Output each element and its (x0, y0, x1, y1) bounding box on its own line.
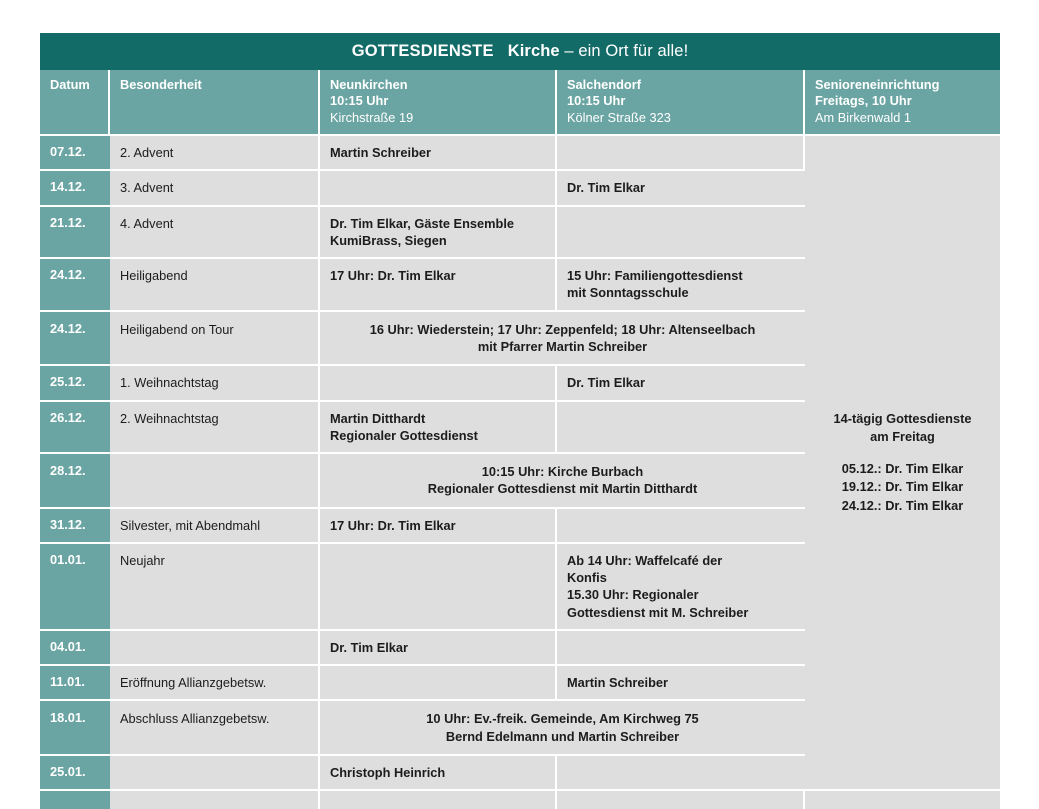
row-salchendorf (557, 400, 805, 453)
row-neunkirchen-line: Dr. Tim Elkar, Gäste Ensemble (330, 215, 514, 231)
row-salchendorf (557, 754, 805, 789)
table-bottom-spacer (40, 789, 1000, 809)
row-besonderheit: 3. Advent (110, 169, 320, 204)
row-besonderheit: 1. Weihnachtstag (110, 364, 320, 399)
spacer-senioren (805, 789, 1000, 809)
row-besonderheit: Neujahr (110, 542, 320, 629)
row-date: 26.12. (40, 400, 110, 453)
row-neunkirchen: 17 Uhr: Dr. Tim Elkar (320, 257, 557, 310)
senioren-info-panel (805, 134, 1000, 789)
row-besonderheit: Abschluss Allianzgebetsw. (110, 699, 320, 754)
row-span-line: 16 Uhr: Wiederstein; 17 Uhr: Zeppenfeld; 18 Uhr: Altenseelbach (369, 321, 756, 337)
row-salchendorf (557, 629, 805, 664)
column-header-salchendorf-time: 10:15 Uhr (567, 93, 626, 109)
row-neunkirchen (320, 664, 557, 699)
senioren-entry: 24.12.: Dr. Tim Elkar (841, 498, 964, 513)
column-header-salchendorf (557, 70, 805, 134)
senioren-entry: 19.12.: Dr. Tim Elkar (841, 479, 964, 495)
row-besonderheit: Heiligabend (110, 257, 320, 310)
senioren-line-1: 14-tägig Gottesdienste (833, 410, 972, 426)
row-span-line: mit Pfarrer Martin Schreiber (477, 338, 648, 354)
service-schedule-table (40, 33, 1000, 809)
row-salchendorf: Dr. Tim Elkar (557, 364, 805, 399)
row-besonderheit: 4. Advent (110, 205, 320, 258)
row-span-line: Regionaler Gottesdienst mit Martin Ditthardt (427, 481, 698, 497)
row-date: 18.01. (40, 699, 110, 754)
row-date: 28.12. (40, 452, 110, 507)
column-header-senioren-time: Freitags, 10 Uhr (815, 93, 912, 109)
row-neunkirchen: Christoph Heinrich (320, 754, 557, 789)
row-neunkirchen: Martin Schreiber (320, 134, 557, 169)
spacer-neunkirchen (320, 789, 557, 809)
row-besonderheit: Eröffnung Allianzgebetsw. (110, 664, 320, 699)
row-neunkirchen: Dr. Tim Elkar (320, 629, 557, 664)
column-header-neunkirchen-address: Kirchstraße 19 (330, 109, 414, 125)
column-header-datum (40, 70, 110, 134)
row-salchendorf-line: Gottesdienst mit M. Schreiber (567, 604, 749, 620)
senioren-line-2: am Freitag (870, 429, 935, 445)
senioren-entry: 05.12.: Dr. Tim Elkar (841, 460, 964, 476)
row-date: 04.01. (40, 629, 110, 664)
column-header-salchendorf-address: Kölner Straße 323 (567, 109, 671, 125)
column-header-neunkirchen (320, 70, 557, 134)
column-header-senioreneinrichtung (805, 70, 1000, 134)
row-span-note (320, 452, 805, 507)
row-span-note (320, 699, 805, 754)
column-header-senioren-label: Senioreneinrichtung (815, 77, 940, 92)
column-header-datum-label: Datum (50, 77, 90, 92)
row-salchendorf-line: Ab 14 Uhr: Waffelcafé der (567, 552, 723, 568)
table-title (40, 33, 1000, 70)
row-date: 11.01. (40, 664, 110, 699)
row-neunkirchen-line: Regionaler Gottesdienst (330, 427, 478, 443)
row-date: 25.12. (40, 364, 110, 399)
title-main-text: GOTTESDIENSTE (351, 41, 494, 60)
row-neunkirchen-line: Martin Ditthardt (330, 410, 426, 426)
row-salchendorf (557, 257, 805, 310)
row-besonderheit: Silvester, mit Abendmahl (110, 507, 320, 542)
column-header-besonderheit-label: Besonderheit (120, 77, 202, 92)
row-salchendorf-line: 15.30 Uhr: Regionaler (567, 587, 699, 603)
row-span-note (320, 310, 805, 365)
row-date: 01.01. (40, 542, 110, 629)
row-neunkirchen (320, 205, 557, 258)
row-span-line: Bernd Edelmann und Martin Schreiber (445, 728, 680, 744)
row-neunkirchen (320, 169, 557, 204)
row-date: 24.12. (40, 310, 110, 365)
senioren-gap (813, 447, 992, 460)
row-besonderheit: 2. Advent (110, 134, 320, 169)
row-neunkirchen-line: KumiBrass, Siegen (330, 232, 447, 248)
row-salchendorf-line: mit Sonntagsschule (567, 285, 689, 301)
spacer-besonderheit (110, 789, 320, 809)
row-date: 21.12. (40, 205, 110, 258)
column-header-salchendorf-label: Salchendorf (567, 77, 641, 92)
column-header-neunkirchen-label: Neunkirchen (330, 77, 408, 92)
table-title-bar (40, 33, 1000, 70)
row-date: 25.01. (40, 754, 110, 789)
row-besonderheit (110, 629, 320, 664)
title-dash: – (559, 41, 579, 60)
title-tagline: ein Ort für alle! (578, 41, 689, 60)
title-kirche-text: Kirche (507, 41, 560, 60)
row-besonderheit (110, 452, 320, 507)
row-salchendorf: Martin Schreiber (557, 664, 805, 699)
row-span-line: 10:15 Uhr: Kirche Burbach (481, 464, 644, 480)
row-salchendorf (557, 205, 805, 258)
table-header-row (40, 70, 1000, 134)
row-besonderheit (110, 754, 320, 789)
row-span-line: 10 Uhr: Ev.-freik. Gemeinde, Am Kirchweg 75 (426, 711, 699, 727)
row-salchendorf-line: 15 Uhr: Familiengottesdienst (567, 268, 743, 284)
title-spacer (494, 42, 508, 60)
spacer-date (40, 789, 110, 809)
row-neunkirchen (320, 542, 557, 629)
row-salchendorf-line: Konfis (567, 570, 607, 586)
row-neunkirchen (320, 400, 557, 453)
row-date: 14.12. (40, 169, 110, 204)
row-salchendorf (557, 134, 805, 169)
spacer-salchendorf (557, 789, 805, 809)
row-date: 31.12. (40, 507, 110, 542)
row-salchendorf (557, 542, 805, 629)
row-besonderheit: 2. Weihnachtstag (110, 400, 320, 453)
row-salchendorf: Dr. Tim Elkar (557, 169, 805, 204)
column-header-besonderheit (110, 70, 320, 134)
row-neunkirchen: 17 Uhr: Dr. Tim Elkar (320, 507, 557, 542)
row-besonderheit: Heiligabend on Tour (110, 310, 320, 365)
table-row (40, 134, 1000, 169)
column-header-neunkirchen-time: 10:15 Uhr (330, 93, 389, 109)
row-date: 07.12. (40, 134, 110, 169)
row-date: 24.12. (40, 257, 110, 310)
row-salchendorf (557, 507, 805, 542)
column-header-senioren-address: Am Birkenwald 1 (815, 109, 912, 125)
row-neunkirchen (320, 364, 557, 399)
